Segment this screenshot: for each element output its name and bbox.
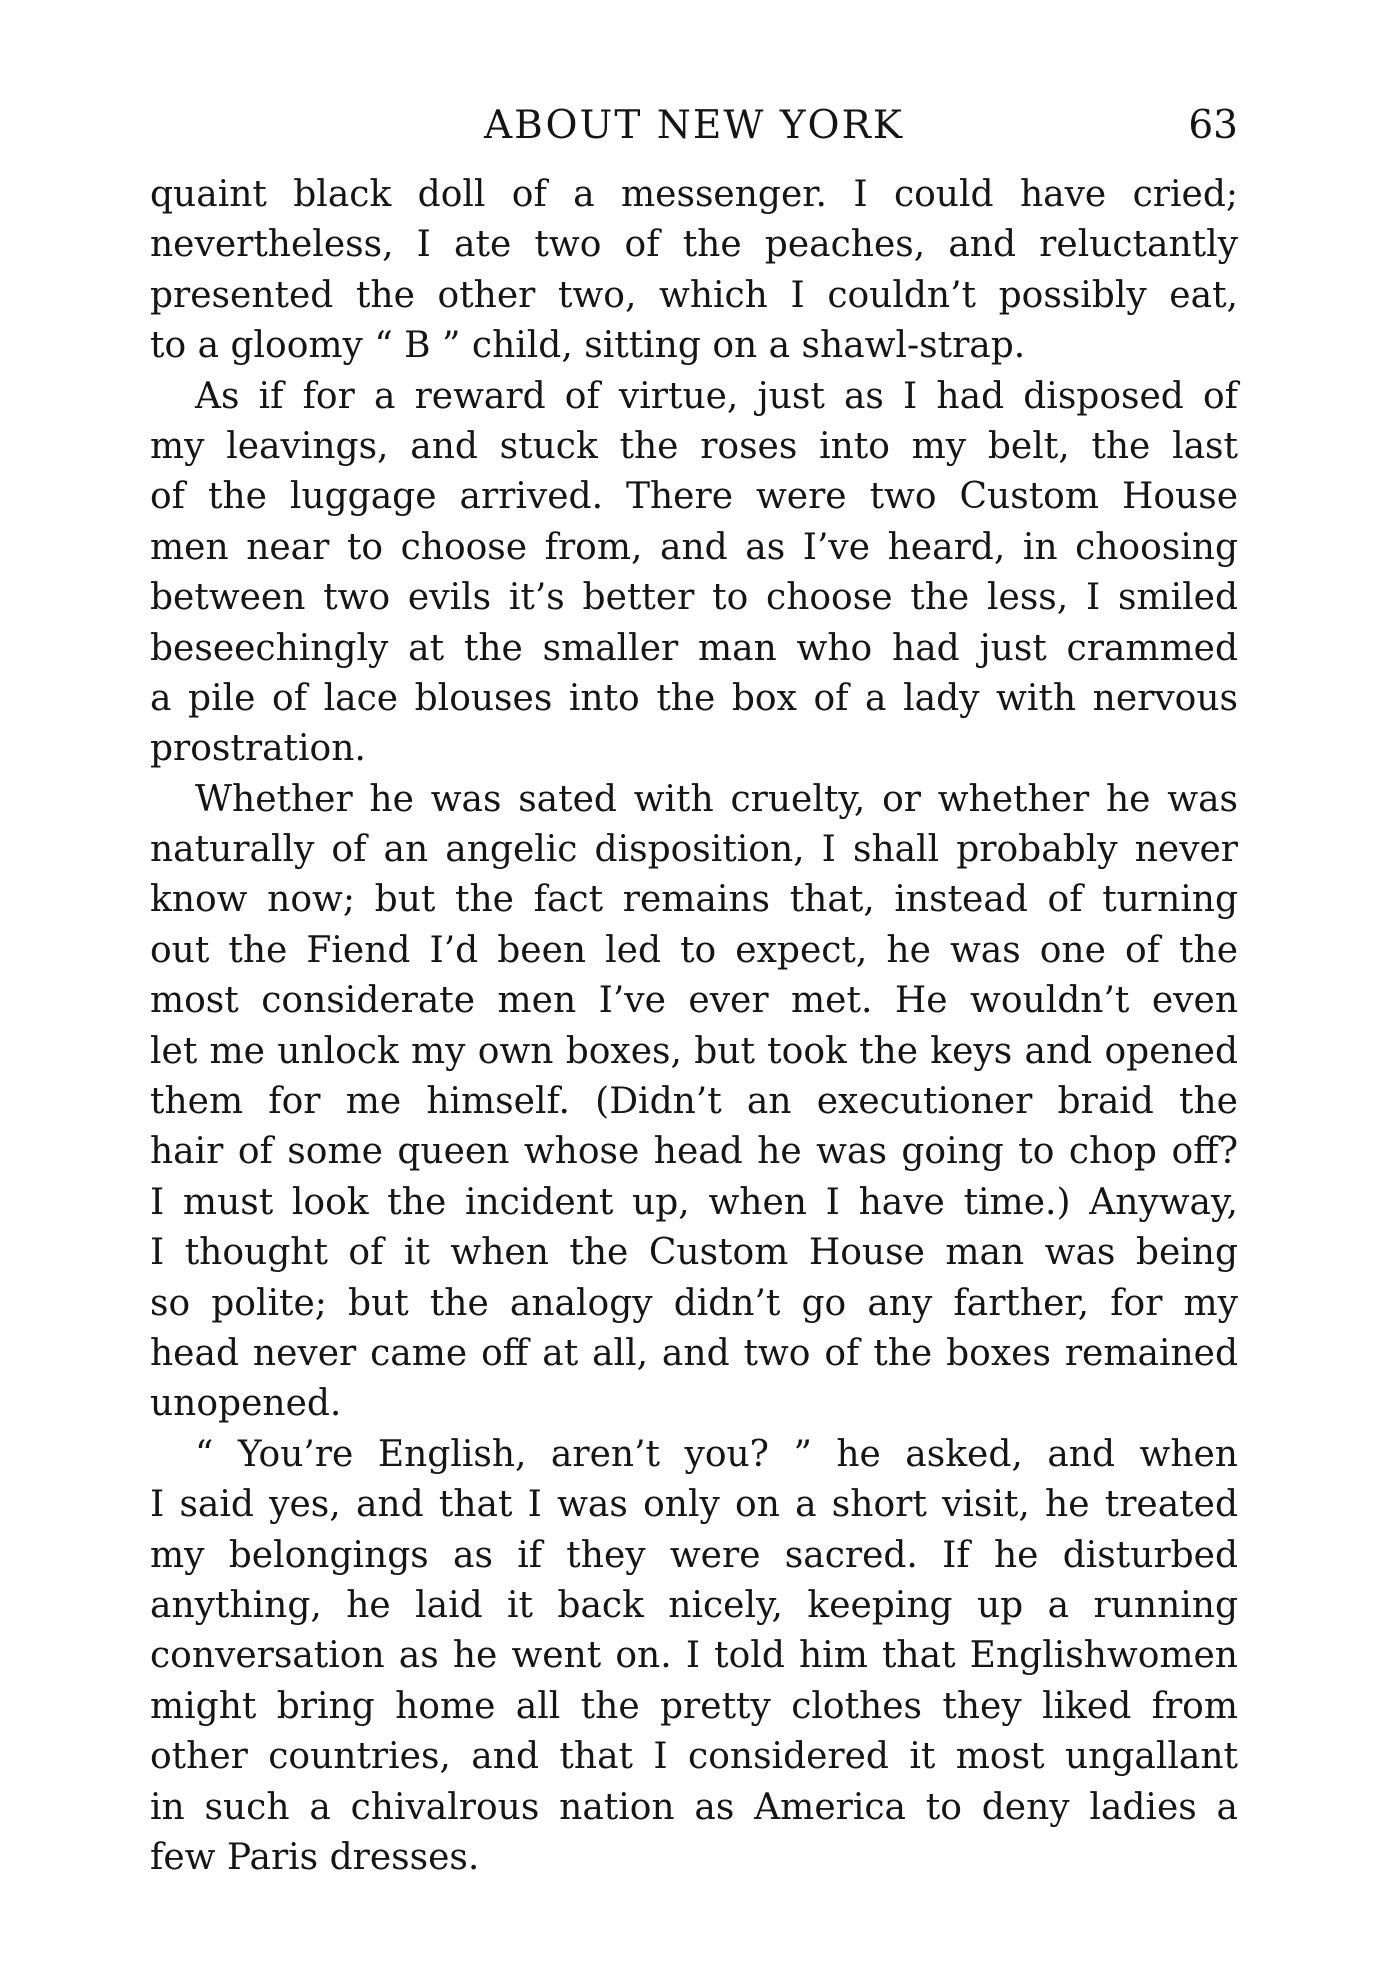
text-line: them for me himself. (Didn’t an executioner braid the xyxy=(150,1081,1238,1123)
text-line: out the Fiend I’d been led to expect, he was one of the xyxy=(150,929,1238,971)
text-line: few Paris dresses. xyxy=(150,1836,480,1878)
text-line: beseechingly at the smaller man who had just crammed xyxy=(150,627,1238,669)
text-line: nevertheless, I ate two of the peaches, and reluctantly xyxy=(150,224,1238,266)
text-line: Whether he was sated with cruelty, or whether he was xyxy=(195,778,1238,820)
text-line: men near to choose from, and as I’ve heard, in choosing xyxy=(150,526,1238,568)
text-line: I thought of it when the Custom House man was being xyxy=(150,1232,1238,1274)
text-line: of the luggage arrived. There were two Custom House xyxy=(150,476,1238,518)
text-line: most considerate men I’ve ever met. He wouldn’t even xyxy=(150,980,1238,1022)
text-line: head never came off at all, and two of the boxes remained xyxy=(150,1332,1238,1374)
running-title: ABOUT NEW YORK xyxy=(483,103,905,148)
text-line: my leavings, and stuck the roses into my belt, the last xyxy=(150,425,1238,467)
text-line: naturally of an angelic disposition, I shall probably never xyxy=(150,829,1238,871)
text-line: unopened. xyxy=(150,1383,342,1425)
text-line: I said yes, and that I was only on a short visit, he treated xyxy=(150,1484,1238,1526)
text-line: to a gloomy “ B ” child, sitting on a shawl-strap. xyxy=(150,325,1026,367)
text-line: other countries, and that I considered it most ungallant xyxy=(150,1736,1238,1778)
text-line: know now; but the fact remains that, instead of turning xyxy=(150,879,1238,921)
text-line: conversation as he went on. I told him that Englishwomen xyxy=(150,1635,1238,1677)
body-text xyxy=(150,170,1238,1883)
text-line: anything, he laid it back nicely, keeping up a running xyxy=(150,1584,1238,1626)
text-line: I must look the incident up, when I have time.) Anyway, xyxy=(150,1181,1238,1223)
text-line: prostration. xyxy=(150,728,366,770)
text-line: As if for a reward of virtue, just as I had disposed of xyxy=(195,375,1238,417)
page-number: 63 xyxy=(1188,103,1238,148)
text-line: hair of some queen whose head he was going to chop off? xyxy=(150,1131,1238,1173)
text-line: a pile of lace blouses into the box of a lady with nervous xyxy=(150,677,1238,719)
running-head xyxy=(150,96,1238,156)
text-line: might bring home all the pretty clothes they liked from xyxy=(150,1685,1238,1727)
text-line: between two evils it’s better to choose the less, I smiled xyxy=(150,577,1238,619)
text-line: my belongings as if they were sacred. If he disturbed xyxy=(150,1534,1238,1576)
text-line: let me unlock my own boxes, but took the keys and opened xyxy=(150,1030,1238,1072)
text-line: so polite; but the analogy didn’t go any farther, for my xyxy=(150,1282,1238,1324)
text-line: “ You’re English, aren’t you? ” he asked, and when xyxy=(195,1433,1238,1475)
text-line: quaint black doll of a messenger. I could have cried; xyxy=(150,174,1238,215)
text-line: presented the other two, which I couldn’t possibly eat, xyxy=(150,274,1238,316)
text-line: in such a chivalrous nation as America to deny ladies a xyxy=(150,1786,1238,1828)
